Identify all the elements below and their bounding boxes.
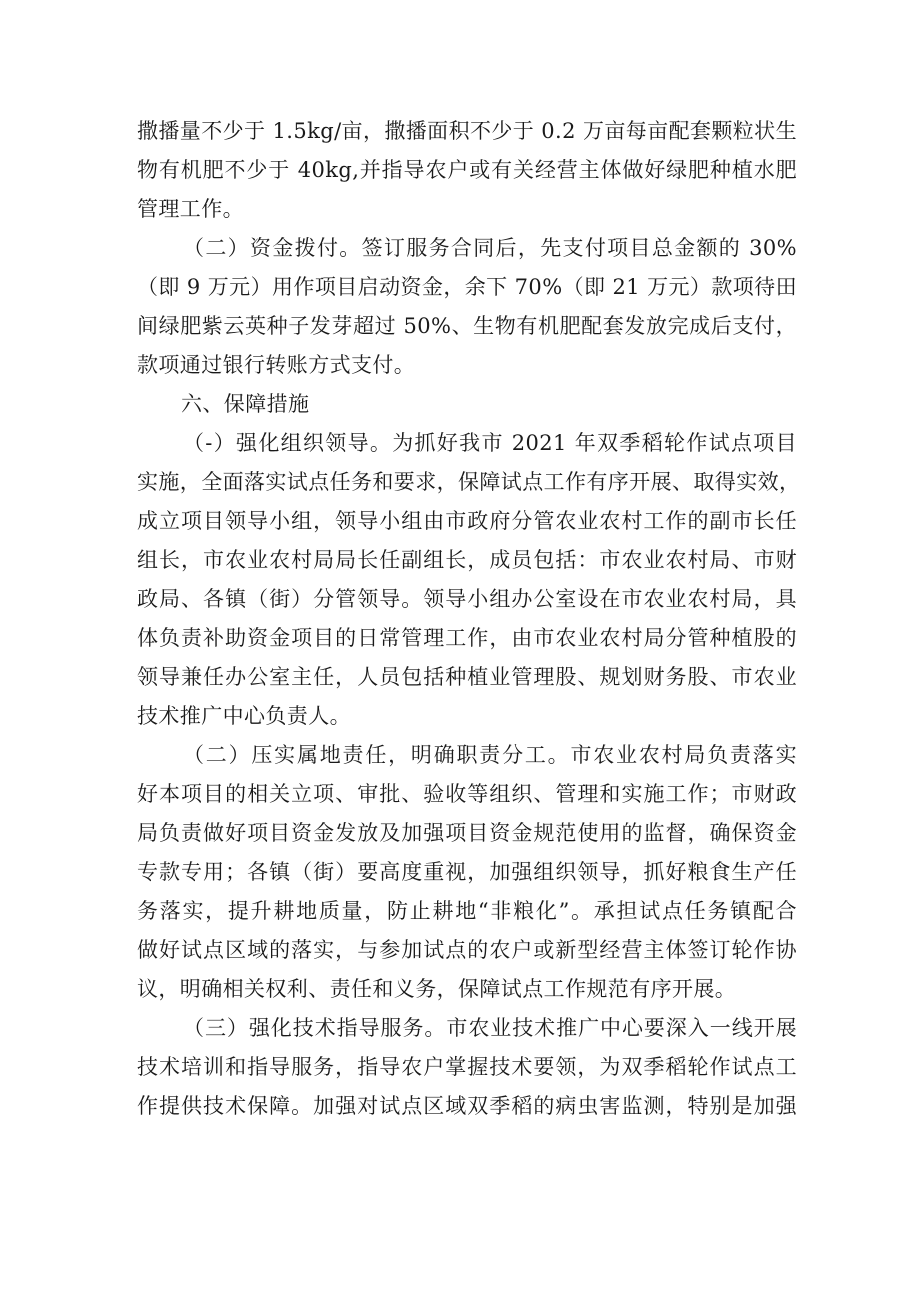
text-line: 技术推广中心负责人。 [137, 704, 351, 728]
text-line: 实施，全面落实试点任务和要求，保障试点工作有序开展、取得实效， [137, 470, 801, 494]
text-line: 物有机肥不少于 40kg,并指导农户或有关经营主体做好绿肥种植水肥 [137, 158, 797, 182]
text-line: 专款专用；各镇（街）要高度重视，加强组织领导，抓好粮食生产任 [137, 860, 797, 884]
text-line: （-）强化组织领导。为抓好我市 2021 年双季稻轮作试点项目 [183, 431, 797, 455]
section-title: 六、保障措施 [181, 392, 310, 416]
text-line: 好本项目的相关立项、审批、验收等组织、管理和实施工作；市财政 [137, 782, 797, 806]
paragraph-responsibilities [137, 736, 797, 1009]
paragraph-fund-disbursement [137, 229, 797, 385]
text-line: 政局、各镇（街）分管领导。领导小组办公室设在市农业农村局，具 [137, 587, 797, 611]
text-line: （二）压实属地责任，明确职责分工。市农业农村局负责落实 [183, 743, 797, 767]
text-line: 作提供技术保障。加强对试点区域双季稻的病虫害监测，特别是加强 [137, 1094, 797, 1118]
text-line: 成立项目领导小组，领导小组由市政府分管农业农村工作的副市长任 [137, 509, 797, 533]
text-line: 技术培训和指导服务，指导农户掌握技术要领，为双季稻轮作试点工 [137, 1055, 797, 1079]
text-line: （即 9 万元）用作项目启动资金，余下 70%（即 21 万元）款项待田 [137, 275, 797, 299]
text-line: （三）强化技术指导服务。市农业技术推广中心要深入一线开展 [183, 1016, 797, 1040]
text-line: 做好试点区域的落实，与参加试点的农户或新型经营主体签订轮作协 [137, 938, 797, 962]
text-line: 撒播量不少于 1.5kg/亩，撒播面积不少于 0.2 万亩每亩配套颗粒状生 [137, 119, 797, 143]
text-line: 局负责做好项目资金发放及加强项目资金规范使用的监督，确保资金 [137, 821, 797, 845]
text-line: 管理工作。 [137, 197, 244, 221]
text-line: 议，明确相关权利、责任和义务，保障试点工作规范有序开展。 [137, 977, 737, 1001]
text-line: 组长，市农业农村局局长任副组长，成员包括：市农业农村局、市财 [137, 548, 797, 572]
text-line: 款项通过银行转账方式支付。 [137, 353, 416, 377]
document-body [137, 112, 801, 1126]
paragraph-organization-leadership [137, 424, 801, 736]
text-line: （二）资金拨付。签订服务合同后，先支付项目总金额的 30% [183, 236, 797, 260]
section-heading [137, 385, 797, 424]
text-line: 间绿肥紫云英种子发芽超过 50%、生物有机肥配套发放完成后支付， [137, 314, 797, 338]
text-line: 务落实，提升耕地质量，防止耕地“非粮化”。承担试点任务镇配合 [137, 899, 797, 923]
text-line: 体负责补助资金项目的日常管理工作，由市农业农村局分管种植股的 [137, 626, 797, 650]
paragraph-seeding-requirements [137, 112, 797, 229]
paragraph-technical-guidance [137, 1009, 797, 1126]
text-line: 领导兼任办公室主任，人员包括种植业管理股、规划财务股、市农业 [137, 665, 797, 689]
